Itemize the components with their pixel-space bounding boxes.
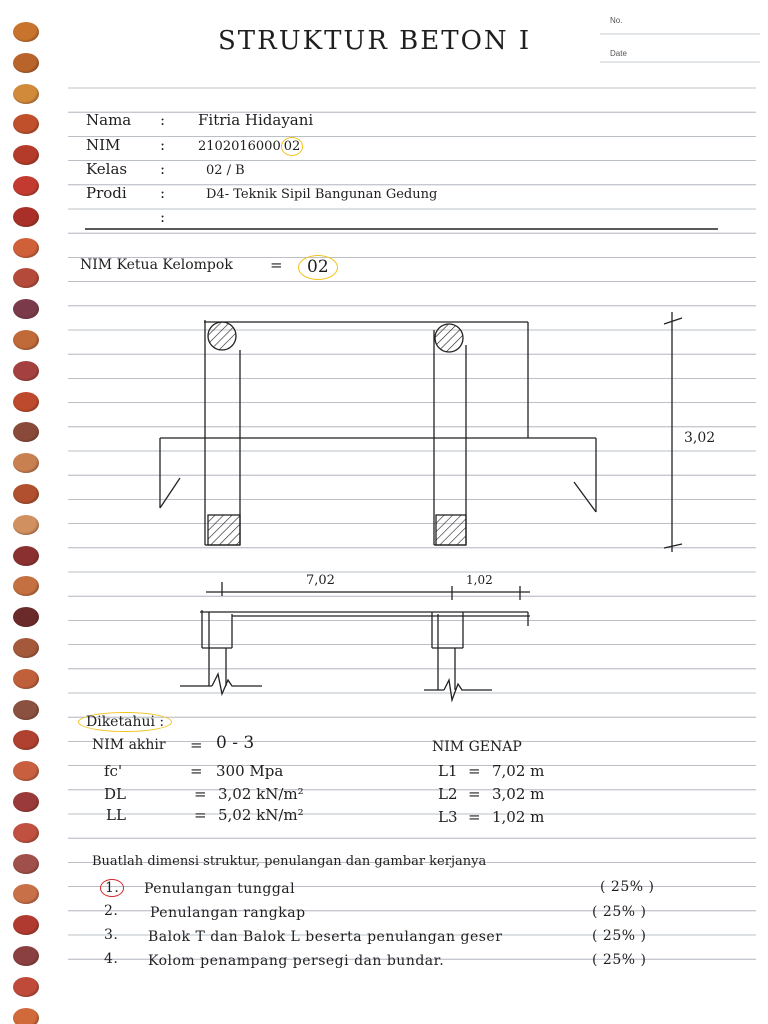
tasks-heading: Buatlah dimensi struktur, penulangan dan gambar kerjanya	[92, 854, 487, 869]
ll-label: LL	[106, 806, 126, 824]
task-1-number: 1.	[100, 879, 124, 897]
ll-sep: =	[194, 806, 207, 824]
task-4-number: 4.	[104, 951, 119, 967]
prodi-value: D4- Teknik Sipil Bangunan Gedung	[206, 187, 438, 202]
l3-sep: =	[468, 808, 481, 826]
dl-sep: =	[194, 785, 207, 803]
task-3-text: Balok T dan Balok L beserta penulangan geser	[148, 929, 503, 945]
ketua-value: 02	[298, 255, 338, 280]
fc-label: fc'	[104, 762, 123, 780]
prodi-label: Prodi	[86, 184, 127, 202]
kelas-label: Kelas	[86, 160, 128, 178]
rebar-top-middle	[435, 324, 463, 352]
task-4-text: Kolom penampang persegi dan bundar.	[148, 953, 445, 969]
nama-value: Fitria Hidayani	[198, 111, 314, 129]
footing-left	[208, 515, 240, 545]
nim-value-highlight: 02	[281, 137, 304, 156]
diketahui-heading: Diketahui :	[78, 712, 172, 732]
ketua-label: NIM Ketua Kelompok	[80, 257, 233, 273]
ketua-sep: =	[270, 256, 283, 274]
l1-value: 7,02 m	[492, 762, 545, 780]
l2-label: L2	[438, 785, 458, 803]
no-label: No.	[610, 16, 623, 25]
page-title: STRUKTUR BETON I	[218, 26, 532, 56]
l2-value: 3,02 m	[492, 785, 545, 803]
kelas-value: 02 / B	[206, 163, 245, 178]
nama-sep: :	[160, 111, 166, 129]
span1-label: 7,02	[306, 573, 335, 588]
blank-sep: :	[160, 208, 166, 226]
task-2-text: Penulangan rangkap	[150, 905, 306, 921]
fc-value: 300 Mpa	[216, 762, 284, 780]
dl-label: DL	[104, 785, 126, 803]
footing-middle	[436, 515, 466, 545]
l1-label: L1	[438, 762, 458, 780]
task-4-weight: ( 25% )	[592, 952, 647, 968]
l2-sep: =	[468, 785, 481, 803]
nim-sep: :	[160, 136, 166, 154]
nama-label: Nama	[86, 111, 132, 129]
date-label: Date	[610, 49, 627, 58]
dl-value: 3,02 kN/m²	[218, 785, 304, 803]
kelas-sep: :	[160, 160, 166, 178]
l3-label: L3	[438, 808, 458, 826]
ll-value: 5,02 kN/m²	[218, 806, 304, 824]
rebar-top-left	[208, 322, 236, 350]
task-1-weight: ( 25% )	[600, 879, 655, 895]
nim-akhir-label: NIM akhir	[92, 737, 166, 753]
nim-genap-title: NIM GENAP	[432, 739, 522, 755]
nim-akhir-sep: =	[190, 736, 203, 754]
nim-value-main: 2102016000	[198, 139, 281, 154]
l3-value: 1,02 m	[492, 808, 545, 826]
task-2-weight: ( 25% )	[592, 904, 647, 920]
span2-label: 1,02	[466, 573, 493, 587]
nim-label: NIM	[86, 136, 121, 154]
task-1-text: Penulangan tunggal	[144, 881, 296, 897]
nim-akhir-value: 0 - 3	[216, 733, 255, 753]
prodi-sep: :	[160, 184, 166, 202]
l1-sep: =	[468, 762, 481, 780]
height-label: 3,02	[684, 430, 716, 446]
task-3-number: 3.	[104, 927, 119, 943]
task-3-weight: ( 25% )	[592, 928, 647, 944]
task-2-number: 2.	[104, 903, 119, 919]
fc-sep: =	[190, 762, 203, 780]
